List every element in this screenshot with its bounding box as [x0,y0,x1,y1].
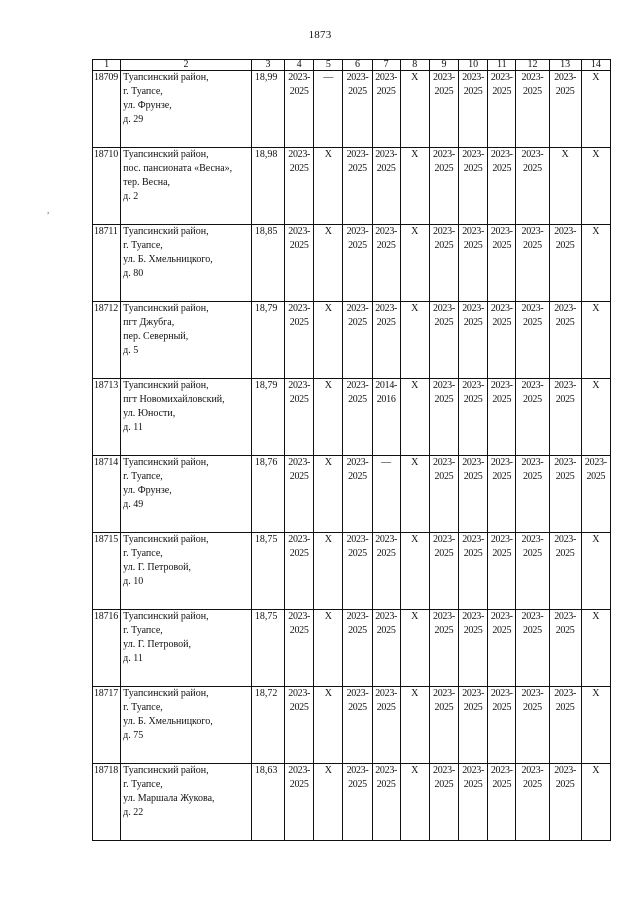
table-row [93,610,611,687]
period-cell: 2023- 2025 [285,533,314,610]
row-number: 18714 [93,456,121,533]
row-number: 18716 [93,610,121,687]
period-cell: X [400,148,429,225]
period-cell: 2023- 2025 [459,148,488,225]
period-cell: 2023- 2025 [488,456,516,533]
period-cell: X [581,71,610,148]
value-cell: 18,76 [251,456,284,533]
col-header: 8 [400,60,429,71]
table-row [93,456,611,533]
header-row [93,60,611,71]
period-cell: 2023- 2025 [459,302,488,379]
period-cell: 2023- 2025 [429,456,458,533]
row-number: 18709 [93,71,121,148]
value-cell: 18,99 [251,71,284,148]
col-header: 7 [372,60,400,71]
period-cell: 2023- 2025 [516,687,549,764]
value-cell: 18,63 [251,764,284,841]
period-cell: X [581,610,610,687]
period-cell: 2023- 2025 [285,225,314,302]
period-cell: X [400,302,429,379]
period-cell: X [314,302,343,379]
period-cell: 2023- 2025 [549,687,581,764]
period-cell: 2023- 2025 [429,764,458,841]
period-cell: X [314,687,343,764]
period-cell: 2023- 2025 [429,610,458,687]
period-cell: 2023- 2025 [372,302,400,379]
period-cell: X [400,687,429,764]
row-number: 18712 [93,302,121,379]
col-header: 4 [285,60,314,71]
value-cell: 18,98 [251,148,284,225]
period-cell: 2023- 2025 [343,764,372,841]
col-header: 6 [343,60,372,71]
period-cell: 2023- 2025 [343,379,372,456]
period-cell: 2023- 2025 [488,225,516,302]
col-header: 11 [488,60,516,71]
address-cell: Туапсинский район, г. Туапсе, ул. Г. Петровой, д. 10 [121,533,252,610]
table-row [93,687,611,764]
period-cell: 2023- 2025 [459,225,488,302]
row-number: 18717 [93,687,121,764]
row-number: 18710 [93,148,121,225]
period-cell: 2023- 2025 [285,148,314,225]
period-cell: X [400,456,429,533]
address-cell: Туапсинский район, г. Туапсе, ул. Фрунзе, д. 49 [121,456,252,533]
period-cell: 2023- 2025 [343,225,372,302]
row-number: 18713 [93,379,121,456]
period-cell: 2023- 2025 [285,764,314,841]
period-cell: 2023- 2025 [459,687,488,764]
period-cell: 2023- 2025 [285,71,314,148]
period-cell: 2023- 2025 [549,610,581,687]
period-cell: 2023- 2025 [343,302,372,379]
period-cell: 2023- 2025 [429,687,458,764]
period-cell: X [314,225,343,302]
row-number: 18715 [93,533,121,610]
address-cell: Туапсинский район, г. Туапсе, ул. Б. Хмельницкого, д. 75 [121,687,252,764]
period-cell: 2023- 2025 [429,379,458,456]
col-header: 9 [429,60,458,71]
period-cell: 2023- 2025 [549,533,581,610]
period-cell: 2023- 2025 [343,148,372,225]
period-cell: 2023- 2025 [516,302,549,379]
col-header: 2 [121,60,252,71]
address-cell: Туапсинский район, г. Туапсе, ул. Б. Хмельницкого, д. 80 [121,225,252,302]
period-cell: X [314,148,343,225]
period-cell: 2023- 2025 [488,71,516,148]
address-cell: Туапсинский район, г. Туапсе, ул. Маршала Жукова, д. 22 [121,764,252,841]
period-cell: 2023- 2025 [516,610,549,687]
period-cell: 2023- 2025 [285,687,314,764]
table-row [93,764,611,841]
address-cell: Туапсинский район, пгт Новомихайловский, ул. Юности, д. 11 [121,379,252,456]
period-cell: 2023- 2025 [372,148,400,225]
period-cell: 2023- 2025 [343,71,372,148]
period-cell: 2023- 2025 [372,533,400,610]
period-cell: — [314,71,343,148]
table-row [93,533,611,610]
period-cell: X [400,71,429,148]
period-cell: 2023- 2025 [343,687,372,764]
table-row [93,379,611,456]
period-cell: 2023- 2025 [488,302,516,379]
period-cell: 2023- 2025 [372,610,400,687]
period-cell: 2023- 2025 [549,71,581,148]
period-cell: 2023- 2025 [516,764,549,841]
period-cell: 2023- 2025 [516,148,549,225]
margin-mark: , [47,205,50,215]
period-cell: 2023- 2025 [343,533,372,610]
period-cell: X [581,533,610,610]
row-number: 18711 [93,225,121,302]
period-cell: 2023- 2025 [549,302,581,379]
period-cell: X [400,225,429,302]
period-cell: 2023- 2025 [343,610,372,687]
registry-table [92,59,611,841]
period-cell: 2023- 2025 [285,456,314,533]
period-cell: X [581,764,610,841]
period-cell: X [549,148,581,225]
col-header: 3 [251,60,284,71]
period-cell: 2023- 2025 [285,610,314,687]
period-cell: 2023- 2025 [372,764,400,841]
period-cell: X [400,533,429,610]
row-number: 18718 [93,764,121,841]
table-row [93,302,611,379]
period-cell: 2023- 2025 [459,456,488,533]
col-header: 13 [549,60,581,71]
period-cell: 2023- 2025 [372,687,400,764]
period-cell: 2023- 2025 [516,456,549,533]
period-cell: 2023- 2025 [549,456,581,533]
address-cell: Туапсинский район, г. Туапсе, ул. Г. Петровой, д. 11 [121,610,252,687]
address-cell: Туапсинский район, пос. пансионата «Весна», тер. Весна, д. 2 [121,148,252,225]
period-cell: X [581,302,610,379]
col-header: 14 [581,60,610,71]
period-cell: 2023- 2025 [429,302,458,379]
col-header: 5 [314,60,343,71]
period-cell: 2023- 2025 [581,456,610,533]
period-cell: X [400,379,429,456]
period-cell: X [581,225,610,302]
col-header: 10 [459,60,488,71]
period-cell: 2023- 2025 [516,533,549,610]
table-row [93,148,611,225]
period-cell: X [314,610,343,687]
period-cell: X [314,379,343,456]
period-cell: X [581,379,610,456]
period-cell: 2023- 2025 [549,764,581,841]
period-cell: 2023- 2025 [488,610,516,687]
period-cell: 2023- 2025 [372,225,400,302]
value-cell: 18,79 [251,379,284,456]
col-header: 1 [93,60,121,71]
period-cell: 2023- 2025 [285,379,314,456]
value-cell: 18,85 [251,225,284,302]
period-cell: X [314,456,343,533]
period-cell: 2023- 2025 [488,148,516,225]
period-cell: 2023- 2025 [516,225,549,302]
period-cell: 2023- 2025 [429,148,458,225]
period-cell: X [400,610,429,687]
value-cell: 18,75 [251,533,284,610]
period-cell: 2023- 2025 [488,379,516,456]
period-cell: 2023- 2025 [285,302,314,379]
period-cell: 2023- 2025 [459,71,488,148]
period-cell: 2023- 2025 [516,71,549,148]
period-cell: X [400,764,429,841]
period-cell: 2023- 2025 [459,764,488,841]
period-cell: 2023- 2025 [488,764,516,841]
period-cell: 2023- 2025 [516,379,549,456]
period-cell: 2023- 2025 [429,533,458,610]
period-cell: X [581,148,610,225]
period-cell: X [581,687,610,764]
value-cell: 18,79 [251,302,284,379]
period-cell: 2023- 2025 [372,71,400,148]
period-cell: 2023- 2025 [429,71,458,148]
period-cell: 2023- 2025 [549,225,581,302]
period-cell: X [314,533,343,610]
address-cell: Туапсинский район, пгт Джубга, пер. Северный, д. 5 [121,302,252,379]
period-cell: 2023- 2025 [488,687,516,764]
period-cell: 2023- 2025 [459,610,488,687]
page-number: 1873 [308,29,332,41]
col-header: 12 [516,60,549,71]
period-cell: 2023- 2025 [343,456,372,533]
period-cell: 2023- 2025 [488,533,516,610]
period-cell: 2023- 2025 [429,225,458,302]
address-cell: Туапсинский район, г. Туапсе, ул. Фрунзе, д. 29 [121,71,252,148]
period-cell: 2023- 2025 [549,379,581,456]
period-cell: 2014- 2016 [372,379,400,456]
table-row [93,225,611,302]
period-cell: X [314,764,343,841]
period-cell: — [372,456,400,533]
value-cell: 18,75 [251,610,284,687]
table-row [93,71,611,148]
value-cell: 18,72 [251,687,284,764]
period-cell: 2023- 2025 [459,379,488,456]
period-cell: 2023- 2025 [459,533,488,610]
